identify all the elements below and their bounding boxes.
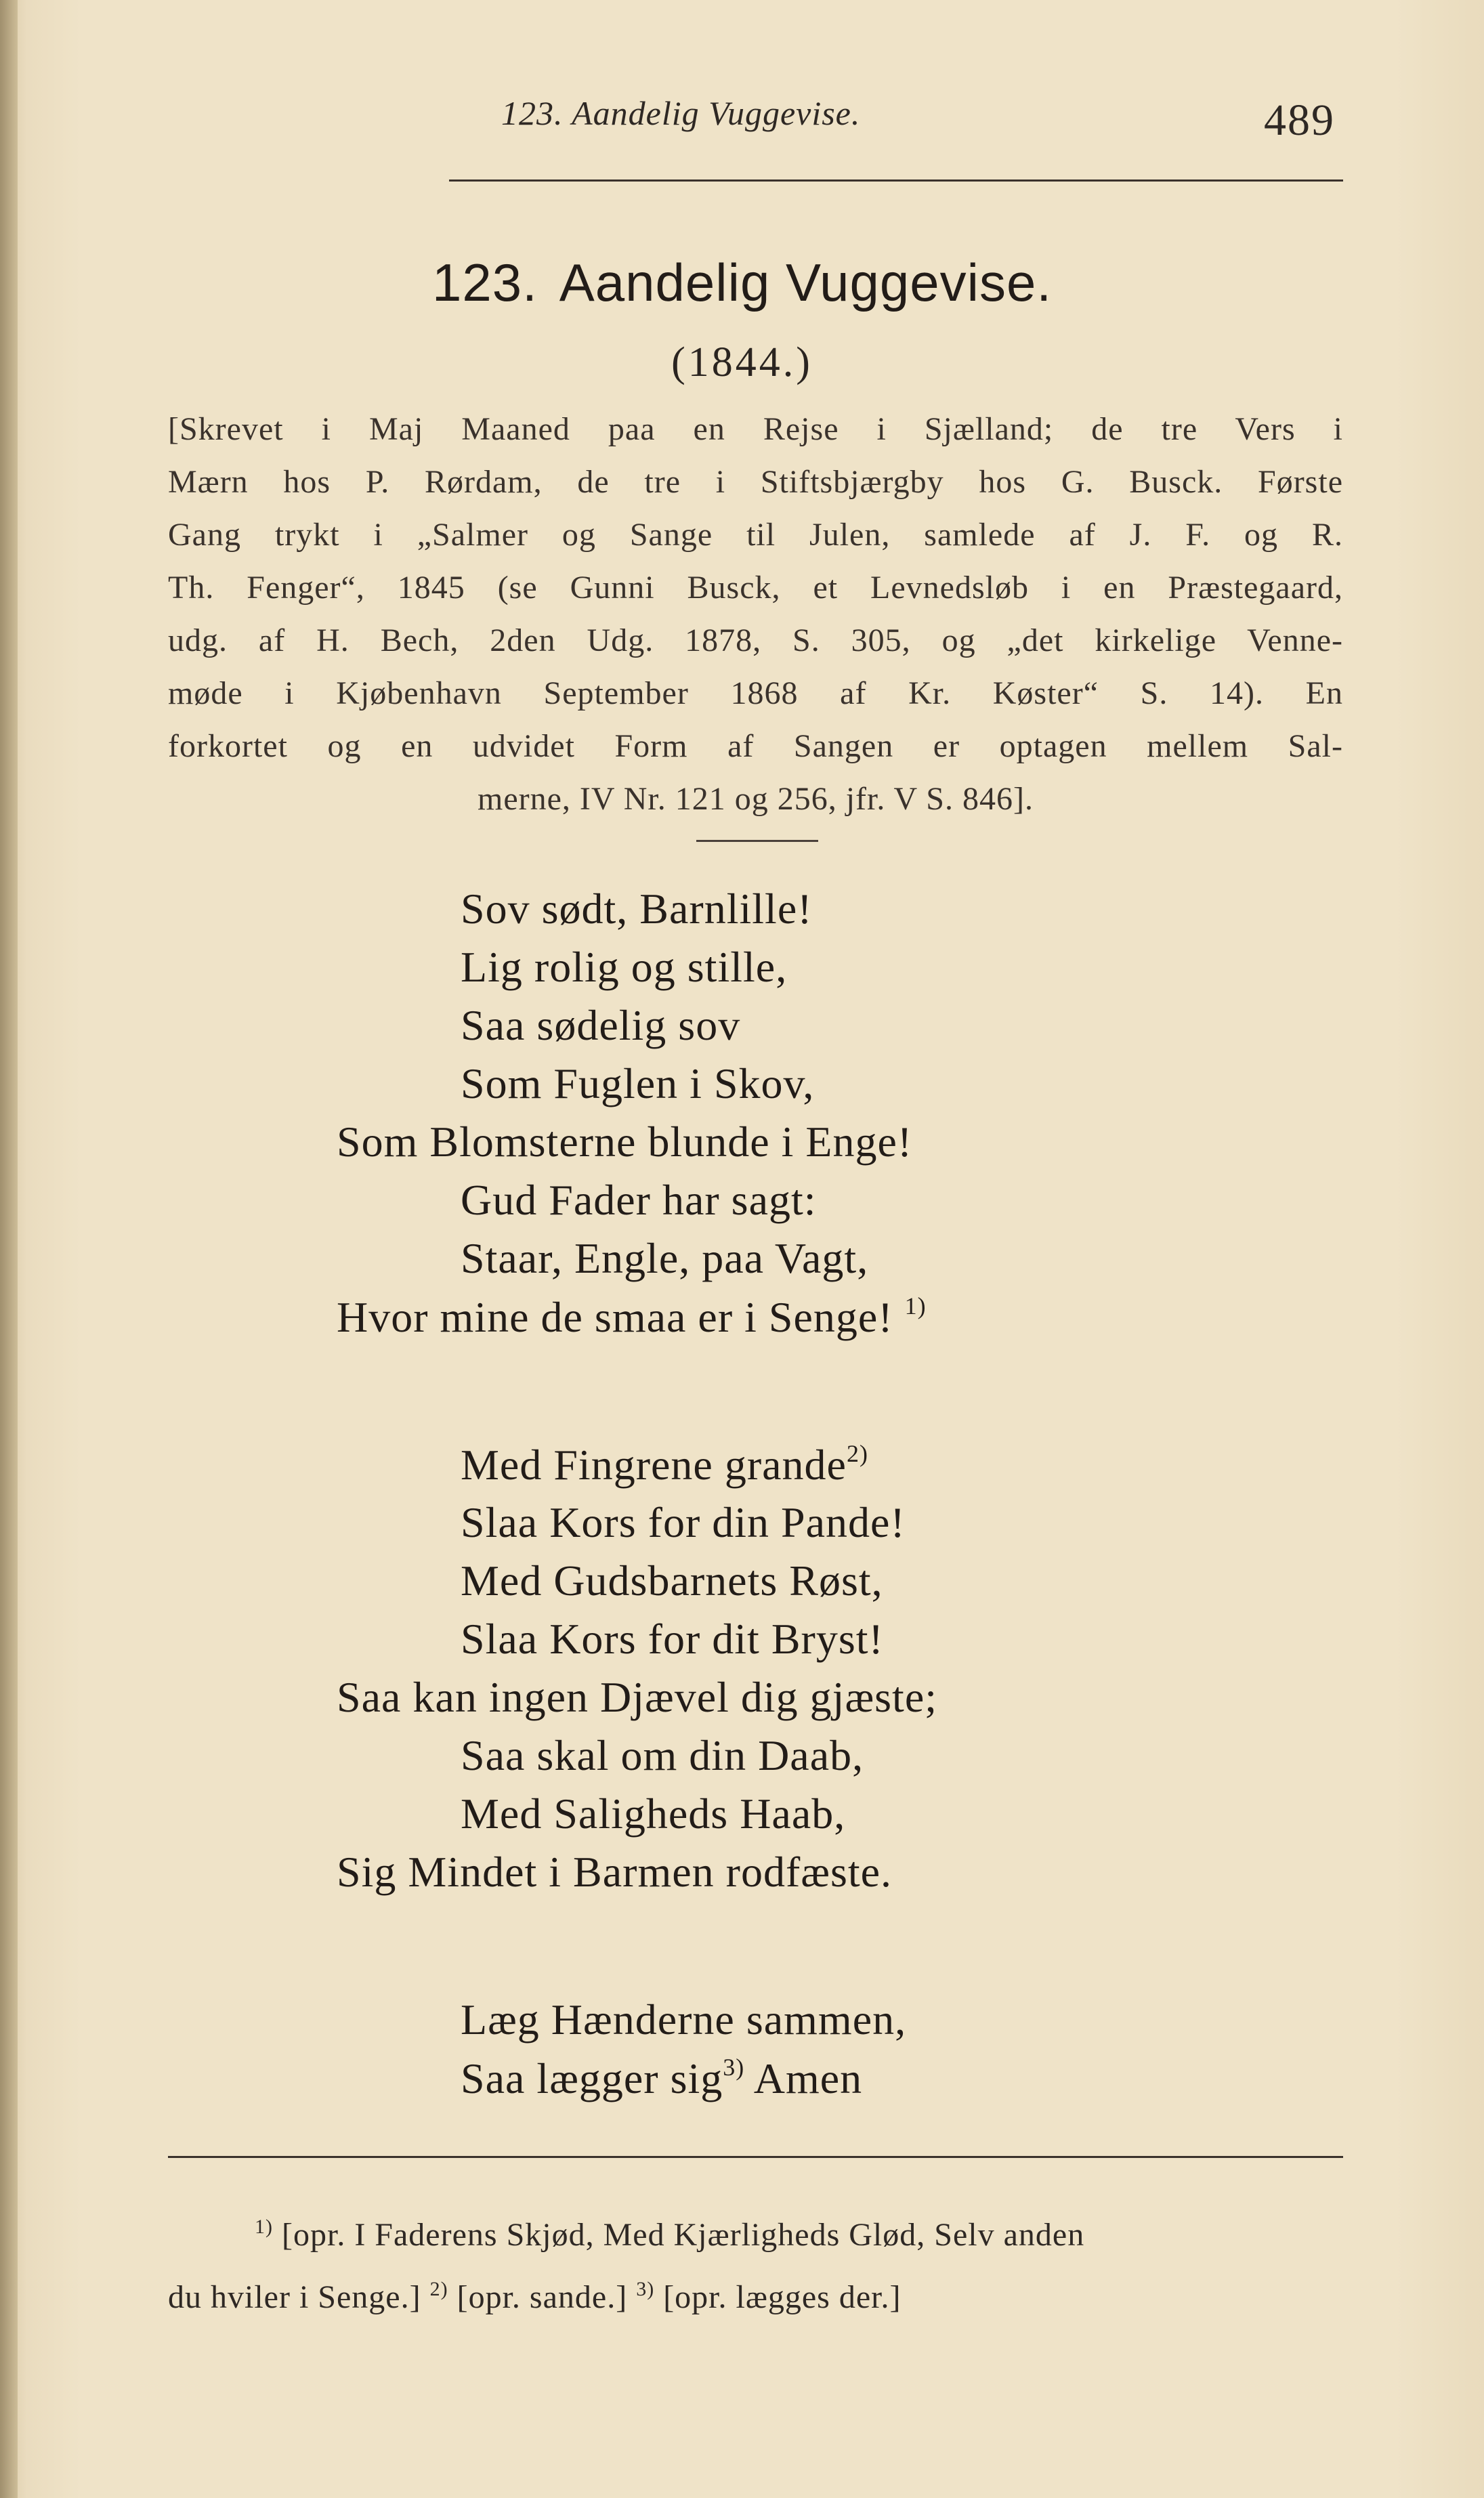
editorial-note-line: [Skrevet i Maj Maaned paa en Rejse i Sjælland; de tre Vers i [168, 411, 1343, 447]
verse-line: Sov sødt, Barnlille! [461, 885, 813, 933]
verse-line: Saa lægger sig$^{3)}$ Amen [461, 2054, 863, 2102]
page-number: 489 [1264, 96, 1335, 145]
footnote-marker: 3) [723, 2054, 745, 2081]
footnote-mark: 3) [636, 2278, 655, 2300]
song-title-text: Aandelig Vuggevise. [559, 253, 1053, 312]
editorial-note-line: merne, IV Nr. 121 og 256, jfr. V S. 846]. [478, 781, 1034, 817]
verse-line: Som Blomsterne blunde i Enge! [337, 1118, 913, 1166]
verse-line: Slaa Kors for din Pande! [461, 1498, 906, 1546]
footnote-rule [168, 2156, 1343, 2158]
song-number: 123. [431, 253, 538, 312]
footnote-mark: 2) [429, 2278, 448, 2300]
footnote-marker: 1) [904, 1292, 927, 1319]
verse-line: Med Gudsbarnets Røst, [461, 1557, 883, 1605]
verse-line: Med Saligheds Haab, [461, 1790, 846, 1838]
verse-line: Sig Mindet i Barmen rodfæste. [337, 1848, 893, 1896]
verse-line: Gud Fader har sagt: [461, 1176, 817, 1224]
section-divider [696, 840, 818, 842]
verse-line: Saa sødelig sov [461, 1001, 741, 1049]
editorial-note-line: Gang trykt i „Salmer og Sange til Julen, samlede af J. F. og R. [168, 517, 1343, 553]
verse-line: Staar, Engle, paa Vagt, [461, 1234, 869, 1282]
verse-line: Læg Hænderne sammen, [461, 1995, 907, 2044]
footnote-line: du hviler i Senge.] $^{2)}$ [opr. sande.] $^{3)}$ [opr. lægges der.] [168, 2278, 902, 2315]
editorial-note-line: Mærn hos P. Rørdam, de tre i Stiftsbjærgby hos G. Busck. Første [168, 464, 1343, 500]
footnotes [168, 2200, 1343, 2325]
editorial-note-line: møde i Kjøbenhavn September 1868 af Kr. Køster“ S. 14). En [168, 675, 1343, 711]
editorial-note-line: Th. Fenger“, 1845 (se Gunni Busck, et Levnedsløb i en Præstegaard, [168, 570, 1343, 606]
footnote-line: $^{1)}$ [opr. I Faderens Skjød, Med Kjærligheds Glød, Selv anden [255, 2216, 1085, 2253]
footnote-marker: 2) [846, 1440, 868, 1467]
editorial-note [168, 403, 1343, 826]
running-head: 123. Aandelig Vuggevise. [501, 94, 861, 132]
verse-line: Saa kan ingen Djævel dig gjæste; [337, 1673, 937, 1721]
verse-line: Saa skal om din Daab, [461, 1731, 864, 1779]
verse-line: Som Fuglen i Skov, [461, 1059, 815, 1107]
editorial-note-line: forkortet og en udvidet Form af Sangen er optagen mellem Sal- [168, 728, 1343, 764]
header-rule [449, 179, 1343, 182]
song-year: (1844.) [671, 339, 813, 385]
footnote-mark: 1) [255, 2216, 273, 2238]
verse-line: Lig rolig og stille, [461, 943, 788, 991]
song-title [0, 252, 1484, 314]
editorial-note-line: udg. af H. Bech, 2den Udg. 1878, S. 305, og „det kirkelige Venne- [168, 622, 1343, 658]
verse-line: Hvor mine de smaa er i Senge! $^{1)}$ [337, 1292, 927, 1341]
verse-line: Med Fingrene grande$^{2)}$ [461, 1440, 868, 1489]
verse-line: Slaa Kors for dit Bryst! [461, 1615, 884, 1663]
